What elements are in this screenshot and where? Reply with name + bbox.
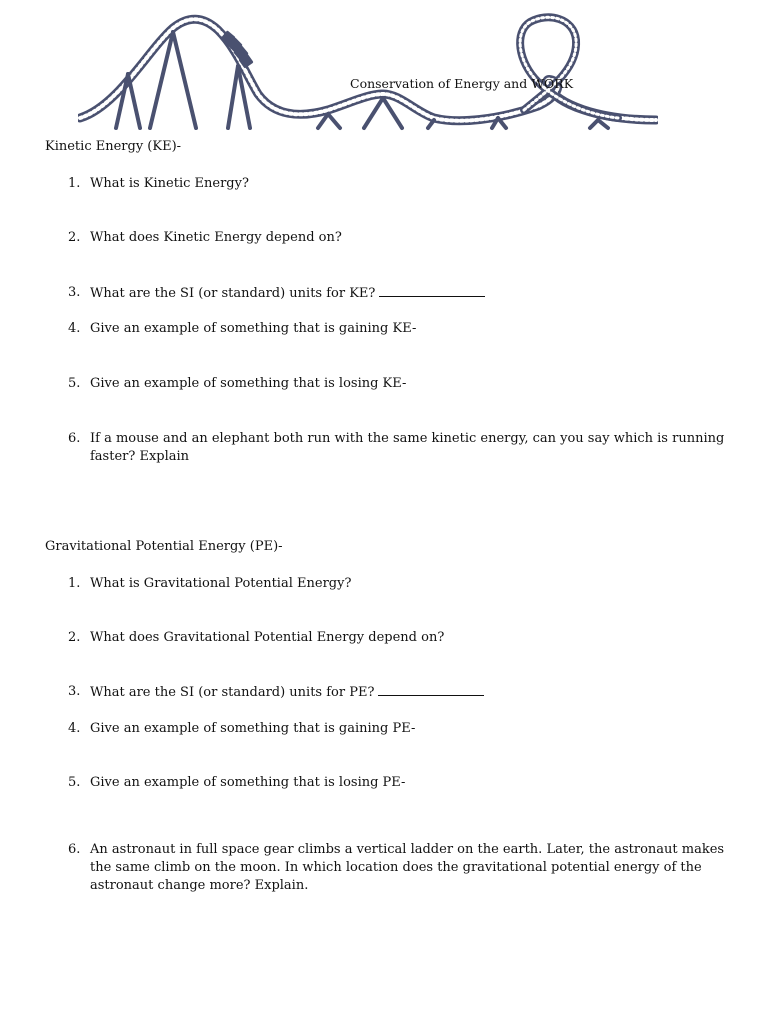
question-text: What are the SI (or standard) units for PE? [90,685,375,700]
section-heading-kinetic-energy: Kinetic Energy (KE)- [45,139,182,154]
question-number: 5. [68,775,81,790]
question-text: What is Gravitational Potential Energy? [90,576,352,591]
question-ke-4 [68,320,728,338]
question-ke-5 [68,375,728,393]
question-number: 1. [68,576,81,591]
question-ke-1 [68,175,728,193]
question-text: What are the SI (or standard) units for KE? [90,286,376,301]
question-text: Give an example of something that is gaining PE- [90,721,416,736]
question-number: 3. [68,684,81,699]
question-text: An astronaut in full space gear climbs a vertical ladder on the earth. Later, the astronaut makes the same climb on the moon. In which location does the gravitational potential energy of the astronaut change more? Explain. [90,842,725,893]
question-text: What does Gravitational Potential Energy depend on? [90,630,445,645]
roller-coaster-illustration [78,10,658,132]
header-banner [78,10,658,132]
question-pe-3 [68,683,728,702]
question-number: 6. [68,431,81,446]
question-text: Give an example of something that is losing PE- [90,775,406,790]
question-number: 5. [68,376,81,391]
question-number: 4. [68,321,81,336]
question-text: Give an example of something that is gaining KE- [90,321,417,336]
section-heading-potential-energy: Gravitational Potential Energy (PE)- [45,539,283,554]
question-number: 3. [68,285,81,300]
question-ke-6 [68,430,728,466]
question-number: 4. [68,721,81,736]
question-pe-6 [68,841,728,895]
question-ke-2 [68,229,728,247]
question-number: 6. [68,842,81,857]
question-text: If a mouse and an elephant both run with the same kinetic energy, can you say which is running faster? Explain [90,431,725,464]
question-number: 1. [68,176,81,191]
question-pe-1 [68,575,728,593]
question-text: Give an example of something that is losing KE- [90,376,407,391]
question-number: 2. [68,630,81,645]
question-text: What is Kinetic Energy? [90,176,249,191]
answer-blank[interactable] [378,683,484,696]
question-number: 2. [68,230,81,245]
answer-blank[interactable] [379,284,485,297]
question-text: What does Kinetic Energy depend on? [90,230,342,245]
question-pe-2 [68,629,728,647]
question-pe-4 [68,720,728,738]
question-ke-3 [68,284,728,303]
question-pe-5 [68,774,728,792]
document-title: Conservation of Energy and WORK [350,76,574,91]
